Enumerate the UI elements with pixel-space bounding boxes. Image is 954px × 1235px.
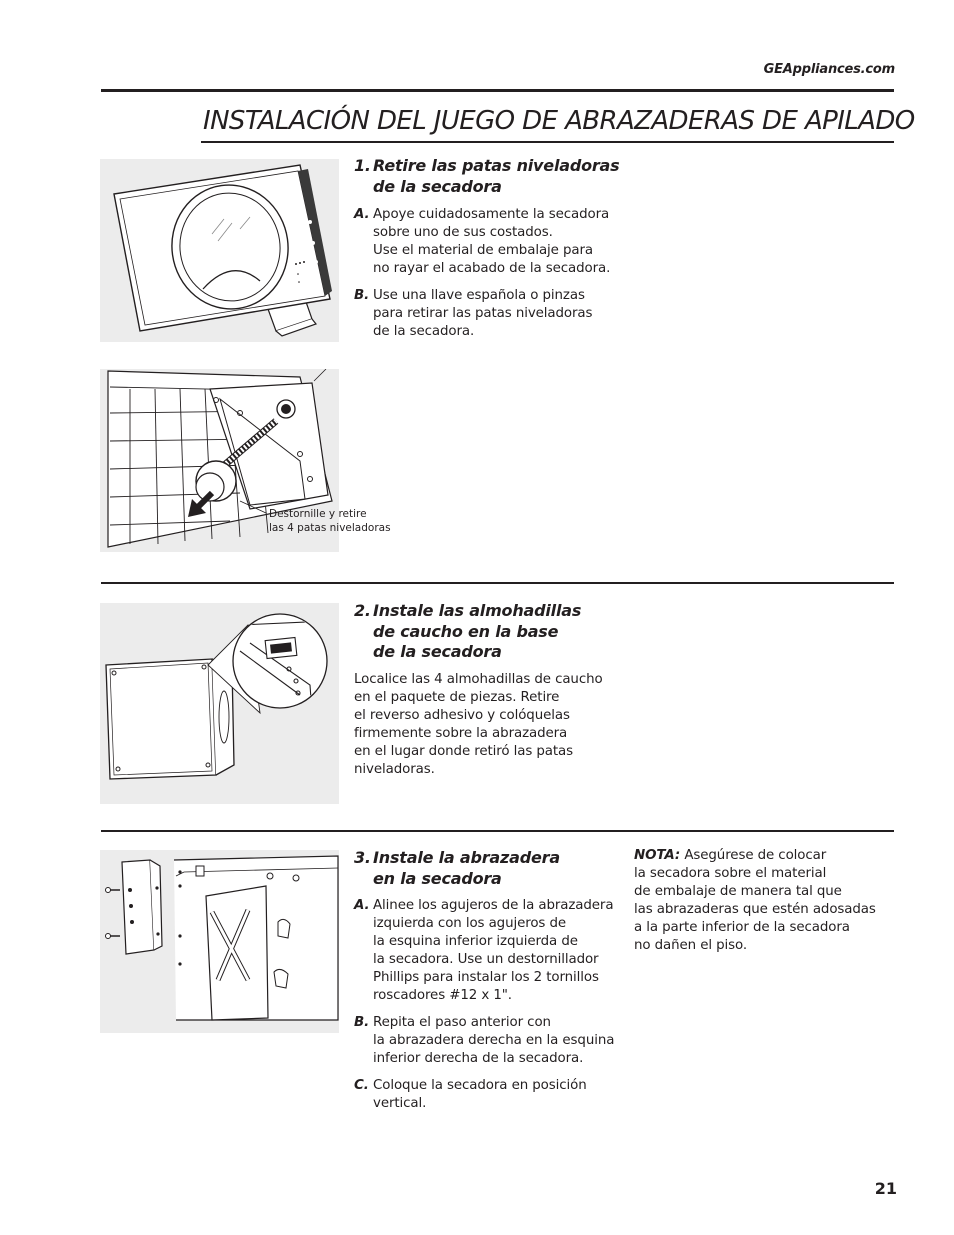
text-line: no rayar el acabado de la secadora.	[373, 261, 611, 276]
header-rule	[101, 89, 894, 92]
section2-heading-line1: Instale las almohadillas	[373, 601, 582, 620]
text-line: de la secadora.	[373, 324, 475, 339]
step-letter: B.	[354, 288, 370, 303]
text-line: roscadores #12 x 1".	[373, 988, 512, 1003]
text-line: Apoye cuidadosamente la secadora	[373, 207, 610, 222]
section3-step-c	[354, 1077, 634, 1113]
text-line: niveladoras.	[354, 762, 435, 777]
section3-number: 3.	[354, 848, 371, 867]
section-divider-2	[101, 830, 894, 832]
note-label: NOTA:	[634, 848, 681, 863]
text-line: en el lugar donde retiró las patas	[354, 744, 574, 759]
section3-step-a	[354, 897, 634, 1005]
text-line: Use una llave española o pinzas	[373, 288, 585, 303]
text-line: Phillips para instalar los 2 tornillos	[373, 970, 599, 985]
text-line: Alinee los agujeros de la abrazadera	[373, 898, 614, 913]
text-line: las abrazaderas que estén adosadas	[634, 902, 876, 917]
section2-number: 2.	[354, 601, 371, 620]
section3-note	[634, 847, 894, 955]
page-title: INSTALACIÓN DEL JUEGO DE ABRAZADERAS DE APILADO	[203, 106, 915, 136]
section-divider-1	[101, 582, 894, 584]
section1-heading	[354, 156, 634, 197]
text-line: Use el material de embalaje para	[373, 243, 593, 258]
step-letter: A.	[354, 207, 370, 222]
figure-bracket-install	[100, 850, 339, 1033]
caption-line: Destornille y retire	[269, 508, 367, 520]
section1-number: 1.	[354, 156, 371, 175]
figure-rubber-pads	[100, 603, 339, 804]
section3-step-b	[354, 1014, 634, 1068]
text-line: el reverso adhesivo y colóquelas	[354, 708, 570, 723]
text-line: inferior derecha de la secadora.	[373, 1051, 584, 1066]
section3-heading-line1: Instale la abrazadera	[373, 848, 560, 867]
figure-dryer-on-side	[100, 159, 339, 342]
step-letter: B.	[354, 1015, 370, 1030]
text-line: la abrazadera derecha en la esquina	[373, 1033, 615, 1048]
text-line: la secadora sobre el material	[634, 866, 827, 881]
section2-heading-line2: de caucho en la base	[373, 621, 559, 641]
caption-line: las 4 patas niveladoras	[269, 522, 391, 534]
section2-heading	[354, 601, 634, 663]
leveling-leg-callout	[269, 507, 391, 535]
text-line: para retirar las patas niveladoras	[373, 306, 593, 321]
text-line: izquierda con los agujeros de	[373, 916, 566, 931]
text-line: en el paquete de piezas. Retire	[354, 690, 560, 705]
text-line: Asegúrese de colocar	[684, 848, 827, 863]
text-line: Repita el paso anterior con	[373, 1015, 551, 1030]
section1-step-a	[354, 206, 634, 278]
section3-heading-line2: en la secadora	[373, 868, 502, 888]
step-letter: A.	[354, 898, 370, 913]
section1-step-b	[354, 287, 634, 341]
text-line: firmemente sobre la abrazadera	[354, 726, 568, 741]
text-line: a la parte inferior de la secadora	[634, 920, 850, 935]
text-line: sobre uno de sus costados.	[373, 225, 553, 240]
text-line: no dañen el piso.	[634, 938, 748, 953]
step-letter: C.	[354, 1078, 369, 1093]
section2-heading-line3: de la secadora	[373, 642, 502, 661]
section1-heading-line1: Retire las patas niveladoras	[373, 156, 620, 175]
text-line: vertical.	[373, 1096, 427, 1111]
website-url: GEAppliances.com	[763, 62, 895, 77]
page-number: 21	[874, 1179, 897, 1198]
section1-heading-line2: de la secadora	[373, 176, 502, 196]
text-line: Coloque la secadora en posición	[373, 1078, 587, 1093]
text-line: la esquina inferior izquierda de	[373, 934, 578, 949]
text-line: Localice las 4 almohadillas de caucho	[354, 672, 603, 687]
text-line: la secadora. Use un destornillador	[373, 952, 599, 967]
text-line: de embalaje de manera tal que	[634, 884, 842, 899]
section2-body	[354, 671, 634, 779]
title-underline	[201, 141, 894, 143]
section3-heading	[354, 848, 634, 889]
